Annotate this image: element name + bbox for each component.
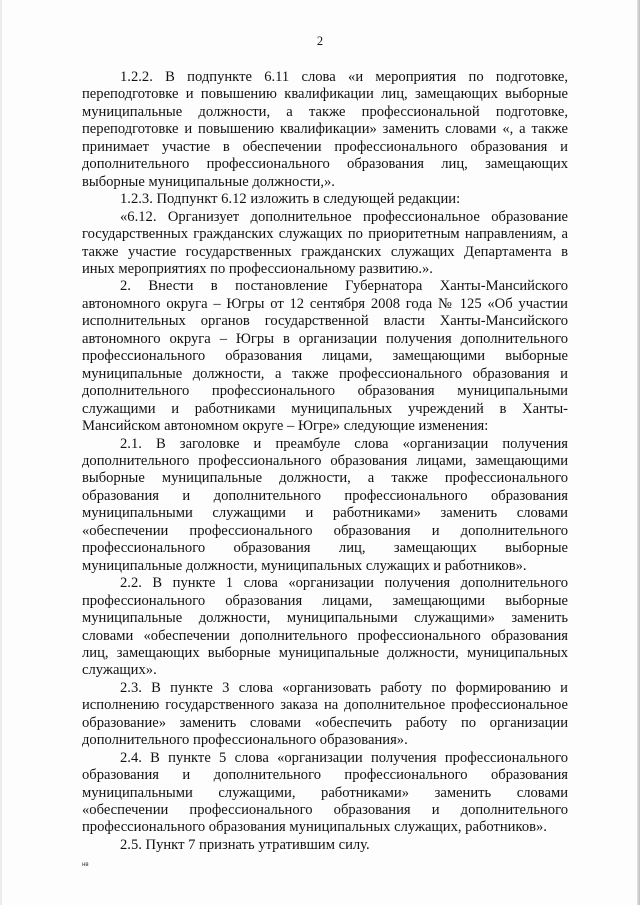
scan-left-edge bbox=[0, 0, 2, 905]
paragraph-2: 2. Внести в постановление Губернатора Ханты-Мансийского автономного округа – Югры от 12 сентября 2008 года № 125 «Об участии исполнительных органов государственной власти Ханты-Мансийского автономного округа – Югры в организации получения дополнительного профессионального образования лицами, замещающими выборные муниципальные должности, а также профессионального образования и дополнительного профессионального образования муниципальными служащими и работниками муниципальных учреждений в Ханты-Мансийском автономном округе – Югре» следующие изменения: bbox=[82, 278, 568, 435]
paragraph-2-1: 2.1. В заголовке и преамбуле слова «организации получения дополнительного профессионального образования лицами, замещающими выборные муниципальные должности, а также профессионального образования и дополнительного профессионального образования муниципальными служащими и работниками» заменить словами «обеспечении профессионального образования и дополнительного профессионального образования лиц, замещающих выборные муниципальные должности, муниципальных служащих и работников». bbox=[82, 435, 568, 574]
page-number: 2 bbox=[316, 34, 324, 48]
paragraph-2-4: 2.4. В пункте 5 слова «организации получения профессионального образования и дополнительного профессионального образования муниципальными служащими, работниками» заменить словами «обеспечении профессионального образования и дополнительного профессионального образования муниципальных служащих, работников». bbox=[82, 749, 568, 836]
corner-mark: нв bbox=[82, 862, 89, 868]
paragraph-2-2: 2.2. В пункте 1 слова «организации получения дополнительного профессионального образования лицами, замещающими выборные муниципальные должности, муниципальными служащими» заменить словами «обеспечении дополнительного профессионального образования лиц, замещающих выборные муниципальные должности, муниципальных служащих». bbox=[82, 575, 568, 679]
document-body bbox=[82, 69, 568, 854]
paragraph-2-3: 2.3. В пункте 3 слова «организовать работу по формированию и исполнению государственного заказа на дополнительное профессиональное образование» заменить словами «обеспечить работу по организации дополнительного профессионального образования». bbox=[82, 679, 568, 749]
paragraph-1-2-3: 1.2.3. Подпункт 6.12 изложить в следующей редакции: bbox=[120, 191, 461, 208]
paragraph-6-12-quote: «6.12. Организует дополнительное профессиональное образование государственных гражданских служащих по приоритетным направлениям, а также участие государственных гражданских служащих Департамента в иных мероприятиях по профессиональному развитию.». bbox=[82, 208, 568, 277]
paragraph-1-2-2: 1.2.2. В подпункте 6.11 слова «и мероприятия по подготовке, переподготовке и повышению квалификации лиц, замещающих выборные муниципальные должности, а также профессиональной подготовке, переподготовке и повышению квалификации» заменить словами «, а также принимает участие в обеспечении профессионального образования и дополнительного профессионального образования лиц, замещающих выборные муниципальные должности,». bbox=[82, 69, 568, 190]
paragraph-2-5: 2.5. Пункт 7 признать утратившим силу. bbox=[120, 836, 370, 853]
